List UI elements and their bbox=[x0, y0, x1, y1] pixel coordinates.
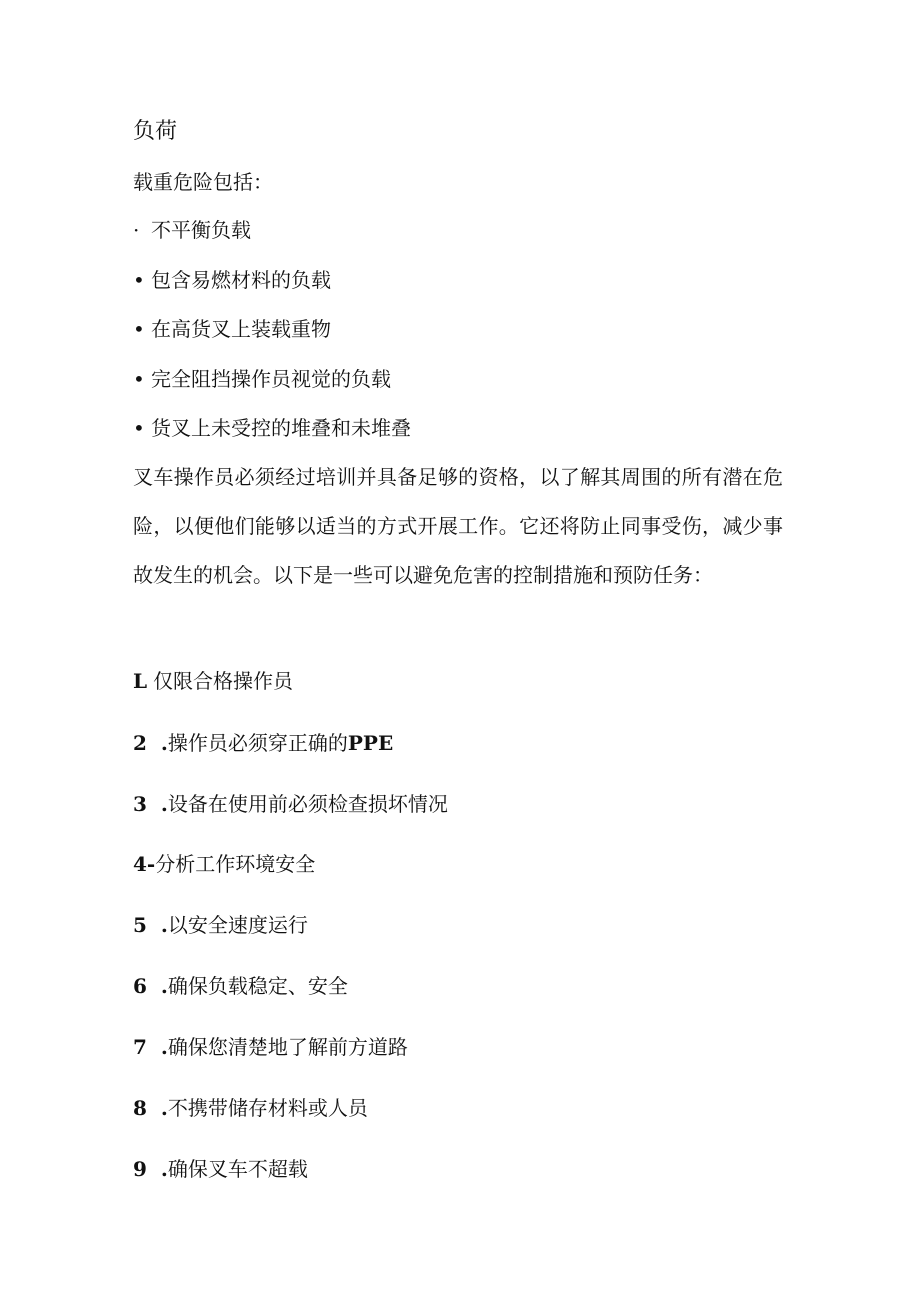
item-separator: . bbox=[160, 731, 168, 755]
item-suffix: PPE bbox=[347, 731, 394, 755]
bullet-mark: • bbox=[133, 317, 145, 341]
item-number: L bbox=[133, 669, 148, 693]
item-text: 确保您清楚地了解前方道路 bbox=[167, 1035, 408, 1059]
item-number: 2 bbox=[133, 731, 147, 755]
item-text: 仅限合格操作员 bbox=[153, 669, 294, 693]
list-item bbox=[133, 669, 293, 693]
bullet-item bbox=[133, 218, 251, 242]
item-number: 4- bbox=[133, 852, 156, 876]
item-number: 8 bbox=[133, 1096, 147, 1120]
list-item bbox=[133, 1035, 408, 1059]
item-number: 7 bbox=[133, 1035, 147, 1059]
item-number: 6 bbox=[133, 974, 147, 998]
list-item bbox=[133, 913, 308, 937]
bullet-text: 货叉上未受控的堆叠和未堆叠 bbox=[151, 416, 411, 440]
item-text: 设备在使用前必须检查损坏情况 bbox=[167, 792, 448, 816]
list-item bbox=[133, 792, 448, 816]
item-text: 不携带储存材料或人员 bbox=[167, 1096, 368, 1120]
section-heading: 负荷 bbox=[133, 119, 178, 144]
bullet-mark: • bbox=[133, 367, 145, 391]
bullet-mark: · bbox=[133, 218, 140, 242]
bullet-mark: • bbox=[133, 416, 145, 440]
bullet-text: 在高货叉上装载重物 bbox=[151, 317, 331, 341]
item-separator: . bbox=[160, 1096, 168, 1120]
item-text: 操作员必须穿正确的 bbox=[167, 731, 348, 755]
item-separator: . bbox=[160, 792, 168, 816]
item-text: 以安全速度运行 bbox=[167, 913, 308, 937]
bullet-item bbox=[133, 268, 331, 292]
list-item bbox=[133, 731, 393, 755]
item-separator: . bbox=[160, 1157, 168, 1181]
item-separator: . bbox=[160, 974, 168, 998]
bullet-text: 包含易燃材料的负载 bbox=[151, 268, 331, 292]
item-separator: . bbox=[160, 1035, 168, 1059]
bullet-item bbox=[133, 317, 331, 341]
item-number: 3 bbox=[133, 792, 147, 816]
item-text: 确保叉车不超载 bbox=[167, 1157, 308, 1181]
body-paragraph: 叉车操作员必须经过培训并具备足够的资格，以了解其周围的所有潜在危险，以便他们能够以适当的方式开展工作。它还将防止同事受伤，减少事故发生的机会。以下是一些可以避免危害的控制措施和预防任务： bbox=[133, 465, 783, 587]
bullet-mark: • bbox=[133, 268, 145, 292]
item-number: 5 bbox=[133, 913, 147, 937]
item-text: 确保负载稳定、安全 bbox=[167, 974, 348, 998]
list-item bbox=[133, 852, 315, 876]
list-item bbox=[133, 1157, 308, 1181]
item-text: 分析工作环境安全 bbox=[155, 852, 316, 876]
bullet-text: 完全阻挡操作员视觉的负载 bbox=[151, 367, 391, 391]
item-separator: . bbox=[160, 913, 168, 937]
bullet-item bbox=[133, 367, 391, 391]
list-item bbox=[133, 974, 348, 998]
bullet-item bbox=[133, 416, 411, 440]
list-item bbox=[133, 1096, 368, 1120]
bullet-text: 不平衡负载 bbox=[151, 218, 251, 242]
item-number: 9 bbox=[133, 1157, 147, 1181]
intro-text: 载重危险包括： bbox=[133, 170, 273, 194]
